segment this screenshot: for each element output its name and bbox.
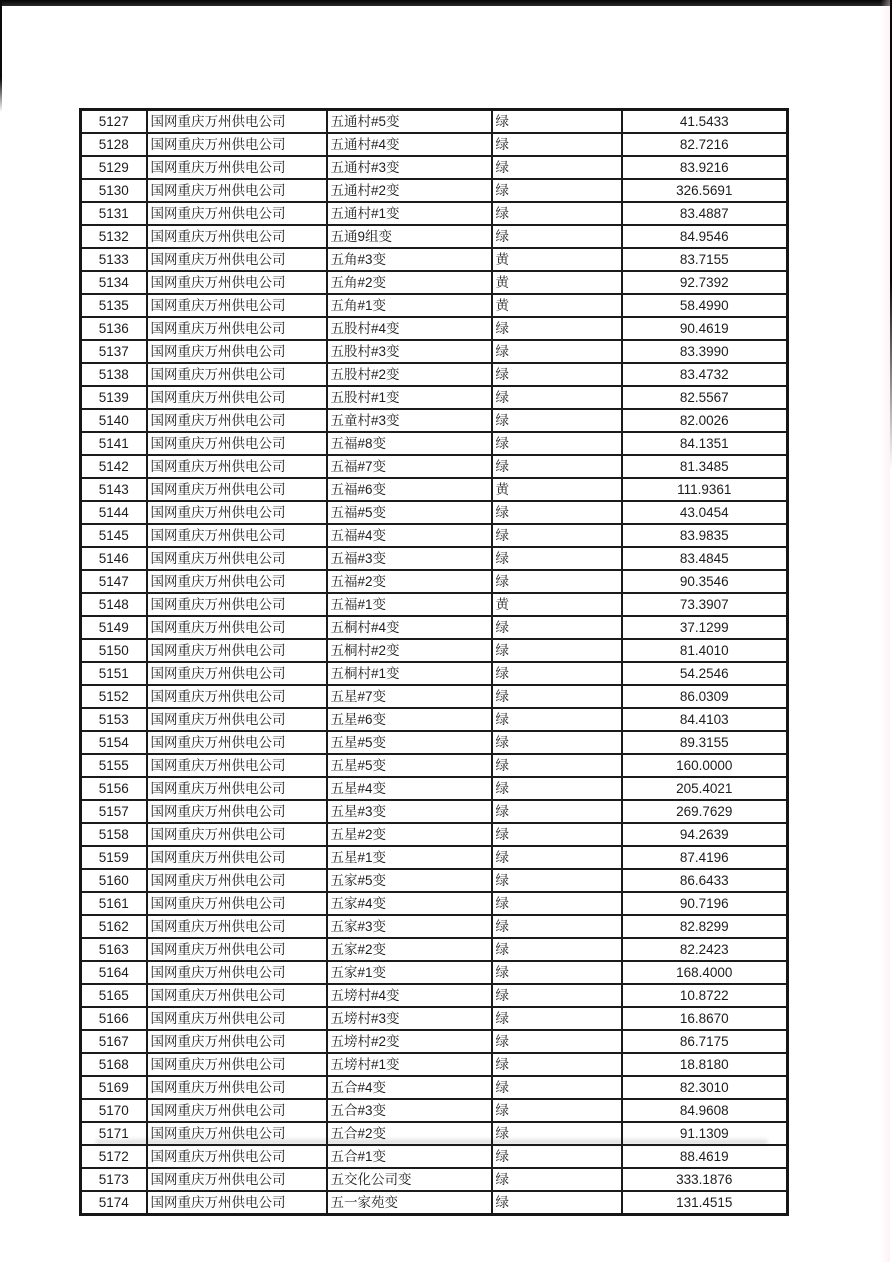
row-id-cell: 5154: [81, 731, 147, 754]
row-id-cell: 5136: [81, 317, 147, 340]
row-id-cell: 5133: [81, 248, 147, 271]
company-name-cell: 国网重庆万州供电公司: [147, 225, 327, 248]
value-cell: 37.1299: [622, 616, 788, 639]
row-id-cell: 5137: [81, 340, 147, 363]
company-name-cell: 国网重庆万州供电公司: [147, 1076, 327, 1099]
station-name-cell: 五角#1变: [327, 294, 492, 317]
company-name-cell: 国网重庆万州供电公司: [147, 984, 327, 1007]
row-id-cell: 5157: [81, 800, 147, 823]
row-id-cell: 5128: [81, 133, 147, 156]
status-color-cell: 绿: [492, 639, 622, 662]
company-name-cell: 国网重庆万州供电公司: [147, 202, 327, 225]
row-id-cell: 5143: [81, 478, 147, 501]
station-name-cell: 五福#8变: [327, 432, 492, 455]
station-name-cell: 五福#2变: [327, 570, 492, 593]
status-color-cell: 绿: [492, 1030, 622, 1053]
value-cell: 41.5433: [622, 110, 788, 134]
company-name-cell: 国网重庆万州供电公司: [147, 271, 327, 294]
company-name-cell: 国网重庆万州供电公司: [147, 1099, 327, 1122]
row-id-cell: 5167: [81, 1030, 147, 1053]
station-name-cell: 五星#5变: [327, 731, 492, 754]
value-cell: 54.2546: [622, 662, 788, 685]
company-name-cell: 国网重庆万州供电公司: [147, 823, 327, 846]
row-id-cell: 5168: [81, 1053, 147, 1076]
table-row: [81, 1030, 788, 1053]
value-cell: 84.9608: [622, 1099, 788, 1122]
value-cell: 73.3907: [622, 593, 788, 616]
table-row: [81, 478, 788, 501]
company-name-cell: 国网重庆万州供电公司: [147, 524, 327, 547]
row-id-cell: 5129: [81, 156, 147, 179]
row-id-cell: 5153: [81, 708, 147, 731]
company-name-cell: 国网重庆万州供电公司: [147, 685, 327, 708]
status-color-cell: 绿: [492, 800, 622, 823]
company-name-cell: 国网重庆万州供电公司: [147, 708, 327, 731]
station-name-cell: 五一家苑变: [327, 1191, 492, 1215]
row-id-cell: 5159: [81, 846, 147, 869]
row-id-cell: 5174: [81, 1191, 147, 1215]
station-name-cell: 五童村#3变: [327, 409, 492, 432]
company-name-cell: 国网重庆万州供电公司: [147, 317, 327, 340]
company-name-cell: 国网重庆万州供电公司: [147, 662, 327, 685]
company-name-cell: 国网重庆万州供电公司: [147, 156, 327, 179]
station-name-cell: 五塝村#4变: [327, 984, 492, 1007]
company-name-cell: 国网重庆万州供电公司: [147, 570, 327, 593]
status-color-cell: 绿: [492, 731, 622, 754]
table-row: [81, 386, 788, 409]
row-id-cell: 5141: [81, 432, 147, 455]
value-cell: 83.9835: [622, 524, 788, 547]
station-name-cell: 五福#1变: [327, 593, 492, 616]
status-color-cell: 绿: [492, 685, 622, 708]
row-id-cell: 5140: [81, 409, 147, 432]
station-name-cell: 五塝村#3变: [327, 1007, 492, 1030]
table-row: [81, 662, 788, 685]
status-color-cell: 绿: [492, 616, 622, 639]
value-cell: 90.4619: [622, 317, 788, 340]
row-id-cell: 5139: [81, 386, 147, 409]
row-id-cell: 5152: [81, 685, 147, 708]
row-id-cell: 5151: [81, 662, 147, 685]
value-cell: 81.4010: [622, 639, 788, 662]
station-name-cell: 五星#3变: [327, 800, 492, 823]
company-name-cell: 国网重庆万州供电公司: [147, 892, 327, 915]
row-id-cell: 5135: [81, 294, 147, 317]
station-name-cell: 五桐村#1变: [327, 662, 492, 685]
row-id-cell: 5155: [81, 754, 147, 777]
station-name-cell: 五塝村#1变: [327, 1053, 492, 1076]
company-name-cell: 国网重庆万州供电公司: [147, 1145, 327, 1168]
company-name-cell: 国网重庆万州供电公司: [147, 1191, 327, 1215]
company-name-cell: 国网重庆万州供电公司: [147, 754, 327, 777]
value-cell: 160.0000: [622, 754, 788, 777]
value-cell: 86.0309: [622, 685, 788, 708]
row-id-cell: 5150: [81, 639, 147, 662]
status-color-cell: 绿: [492, 455, 622, 478]
row-id-cell: 5148: [81, 593, 147, 616]
value-cell: 83.4732: [622, 363, 788, 386]
row-id-cell: 5142: [81, 455, 147, 478]
status-color-cell: 绿: [492, 179, 622, 202]
station-name-cell: 五星#2变: [327, 823, 492, 846]
row-id-cell: 5160: [81, 869, 147, 892]
company-name-cell: 国网重庆万州供电公司: [147, 455, 327, 478]
table-row: [81, 961, 788, 984]
station-name-cell: 五桐村#4变: [327, 616, 492, 639]
row-id-cell: 5134: [81, 271, 147, 294]
company-name-cell: 国网重庆万州供电公司: [147, 1122, 327, 1145]
status-color-cell: 绿: [492, 110, 622, 134]
table-row: [81, 1007, 788, 1030]
table-row: [81, 570, 788, 593]
station-name-cell: 五通村#1变: [327, 202, 492, 225]
status-color-cell: 绿: [492, 915, 622, 938]
company-name-cell: 国网重庆万州供电公司: [147, 340, 327, 363]
table-row: [81, 777, 788, 800]
row-id-cell: 5164: [81, 961, 147, 984]
value-cell: 83.7155: [622, 248, 788, 271]
value-cell: 111.9361: [622, 478, 788, 501]
table-row: [81, 317, 788, 340]
table-row: [81, 501, 788, 524]
status-color-cell: 绿: [492, 547, 622, 570]
table-row: [81, 156, 788, 179]
table-row: [81, 984, 788, 1007]
station-name-cell: 五家#4变: [327, 892, 492, 915]
station-name-cell: 五星#7变: [327, 685, 492, 708]
value-cell: 82.2423: [622, 938, 788, 961]
transformer-data-table: [79, 108, 789, 1216]
value-cell: 86.6433: [622, 869, 788, 892]
value-cell: 81.3485: [622, 455, 788, 478]
company-name-cell: 国网重庆万州供电公司: [147, 248, 327, 271]
status-color-cell: 绿: [492, 777, 622, 800]
value-cell: 82.3010: [622, 1076, 788, 1099]
company-name-cell: 国网重庆万州供电公司: [147, 777, 327, 800]
status-color-cell: 绿: [492, 1076, 622, 1099]
table-row: [81, 754, 788, 777]
status-color-cell: 绿: [492, 823, 622, 846]
status-color-cell: 绿: [492, 984, 622, 1007]
company-name-cell: 国网重庆万州供电公司: [147, 547, 327, 570]
company-name-cell: 国网重庆万州供电公司: [147, 938, 327, 961]
value-cell: 83.3990: [622, 340, 788, 363]
value-cell: 43.0454: [622, 501, 788, 524]
status-color-cell: 绿: [492, 225, 622, 248]
company-name-cell: 国网重庆万州供电公司: [147, 1053, 327, 1076]
value-cell: 333.1876: [622, 1168, 788, 1191]
value-cell: 58.4990: [622, 294, 788, 317]
company-name-cell: 国网重庆万州供电公司: [147, 386, 327, 409]
station-name-cell: 五通村#4变: [327, 133, 492, 156]
value-cell: 82.7216: [622, 133, 788, 156]
row-id-cell: 5138: [81, 363, 147, 386]
row-id-cell: 5149: [81, 616, 147, 639]
row-id-cell: 5162: [81, 915, 147, 938]
station-name-cell: 五家#5变: [327, 869, 492, 892]
value-cell: 87.4196: [622, 846, 788, 869]
value-cell: 84.1351: [622, 432, 788, 455]
table-row: [81, 708, 788, 731]
station-name-cell: 五家#2变: [327, 938, 492, 961]
row-id-cell: 5131: [81, 202, 147, 225]
value-cell: 89.3155: [622, 731, 788, 754]
status-color-cell: 绿: [492, 708, 622, 731]
station-name-cell: 五通村#5变: [327, 110, 492, 134]
table-row: [81, 271, 788, 294]
status-color-cell: 绿: [492, 892, 622, 915]
status-color-cell: 绿: [492, 1053, 622, 1076]
station-name-cell: 五星#6变: [327, 708, 492, 731]
status-color-cell: 绿: [492, 1168, 622, 1191]
table-row: [81, 1168, 788, 1191]
table-row: [81, 110, 788, 134]
company-name-cell: 国网重庆万州供电公司: [147, 363, 327, 386]
station-name-cell: 五塝村#2变: [327, 1030, 492, 1053]
row-id-cell: 5146: [81, 547, 147, 570]
company-name-cell: 国网重庆万州供电公司: [147, 1168, 327, 1191]
table-row: [81, 432, 788, 455]
status-color-cell: 黄: [492, 478, 622, 501]
table-row: [81, 363, 788, 386]
value-cell: 205.4021: [622, 777, 788, 800]
value-cell: 83.9216: [622, 156, 788, 179]
company-name-cell: 国网重庆万州供电公司: [147, 501, 327, 524]
station-name-cell: 五星#1变: [327, 846, 492, 869]
value-cell: 91.1309: [622, 1122, 788, 1145]
status-color-cell: 黄: [492, 271, 622, 294]
table-row: [81, 225, 788, 248]
status-color-cell: 绿: [492, 961, 622, 984]
table-row: [81, 340, 788, 363]
status-color-cell: 黄: [492, 248, 622, 271]
table-row: [81, 731, 788, 754]
value-cell: 10.8722: [622, 984, 788, 1007]
company-name-cell: 国网重庆万州供电公司: [147, 110, 327, 134]
status-color-cell: 绿: [492, 1122, 622, 1145]
row-id-cell: 5165: [81, 984, 147, 1007]
status-color-cell: 绿: [492, 754, 622, 777]
station-name-cell: 五合#3变: [327, 1099, 492, 1122]
value-cell: 82.5567: [622, 386, 788, 409]
status-color-cell: 绿: [492, 409, 622, 432]
table-row: [81, 1076, 788, 1099]
status-color-cell: 绿: [492, 133, 622, 156]
station-name-cell: 五福#7变: [327, 455, 492, 478]
station-name-cell: 五家#1变: [327, 961, 492, 984]
value-cell: 84.9546: [622, 225, 788, 248]
status-color-cell: 绿: [492, 501, 622, 524]
station-name-cell: 五股村#4变: [327, 317, 492, 340]
value-cell: 82.0026: [622, 409, 788, 432]
station-name-cell: 五通村#3变: [327, 156, 492, 179]
status-color-cell: 绿: [492, 340, 622, 363]
value-cell: 18.8180: [622, 1053, 788, 1076]
value-cell: 94.2639: [622, 823, 788, 846]
table-row: [81, 179, 788, 202]
station-name-cell: 五福#4变: [327, 524, 492, 547]
value-cell: 131.4515: [622, 1191, 788, 1215]
value-cell: 168.4000: [622, 961, 788, 984]
table-row: [81, 248, 788, 271]
row-id-cell: 5156: [81, 777, 147, 800]
row-id-cell: 5163: [81, 938, 147, 961]
company-name-cell: 国网重庆万州供电公司: [147, 133, 327, 156]
table-row: [81, 593, 788, 616]
value-cell: 90.7196: [622, 892, 788, 915]
station-name-cell: 五通村#2变: [327, 179, 492, 202]
row-id-cell: 5171: [81, 1122, 147, 1145]
status-color-cell: 绿: [492, 1099, 622, 1122]
row-id-cell: 5161: [81, 892, 147, 915]
scan-right-tint: [881, 0, 890, 1262]
company-name-cell: 国网重庆万州供电公司: [147, 800, 327, 823]
status-color-cell: 黄: [492, 593, 622, 616]
status-color-cell: 绿: [492, 938, 622, 961]
company-name-cell: 国网重庆万州供电公司: [147, 478, 327, 501]
company-name-cell: 国网重庆万州供电公司: [147, 179, 327, 202]
status-color-cell: 绿: [492, 156, 622, 179]
table-row: [81, 1145, 788, 1168]
row-id-cell: 5132: [81, 225, 147, 248]
table-row: [81, 823, 788, 846]
table-row: [81, 1191, 788, 1215]
status-color-cell: 绿: [492, 662, 622, 685]
status-color-cell: 绿: [492, 570, 622, 593]
row-id-cell: 5130: [81, 179, 147, 202]
value-cell: 90.3546: [622, 570, 788, 593]
row-id-cell: 5172: [81, 1145, 147, 1168]
status-color-cell: 绿: [492, 317, 622, 340]
table-row: [81, 524, 788, 547]
row-id-cell: 5144: [81, 501, 147, 524]
station-name-cell: 五交化公司变: [327, 1168, 492, 1191]
value-cell: 86.7175: [622, 1030, 788, 1053]
table-row: [81, 685, 788, 708]
company-name-cell: 国网重庆万州供电公司: [147, 1007, 327, 1030]
table-row: [81, 133, 788, 156]
station-name-cell: 五股村#3变: [327, 340, 492, 363]
status-color-cell: 黄: [492, 294, 622, 317]
table-row: [81, 846, 788, 869]
value-cell: 16.8670: [622, 1007, 788, 1030]
table-row: [81, 915, 788, 938]
status-color-cell: 绿: [492, 1145, 622, 1168]
station-name-cell: 五角#2变: [327, 271, 492, 294]
company-name-cell: 国网重庆万州供电公司: [147, 961, 327, 984]
station-name-cell: 五家#3变: [327, 915, 492, 938]
table-row: [81, 892, 788, 915]
row-id-cell: 5158: [81, 823, 147, 846]
table-row: [81, 294, 788, 317]
station-name-cell: 五星#5变: [327, 754, 492, 777]
company-name-cell: 国网重庆万州供电公司: [147, 616, 327, 639]
company-name-cell: 国网重庆万州供电公司: [147, 432, 327, 455]
table-row: [81, 409, 788, 432]
table-row: [81, 455, 788, 478]
row-id-cell: 5169: [81, 1076, 147, 1099]
station-name-cell: 五股村#2变: [327, 363, 492, 386]
station-name-cell: 五角#3变: [327, 248, 492, 271]
table-row: [81, 202, 788, 225]
status-color-cell: 绿: [492, 386, 622, 409]
status-color-cell: 绿: [492, 363, 622, 386]
status-color-cell: 绿: [492, 202, 622, 225]
company-name-cell: 国网重庆万州供电公司: [147, 846, 327, 869]
row-id-cell: 5173: [81, 1168, 147, 1191]
station-name-cell: 五福#3变: [327, 547, 492, 570]
station-name-cell: 五合#1变: [327, 1145, 492, 1168]
value-cell: 92.7392: [622, 271, 788, 294]
status-color-cell: 绿: [492, 524, 622, 547]
company-name-cell: 国网重庆万州供电公司: [147, 731, 327, 754]
row-id-cell: 5166: [81, 1007, 147, 1030]
table-row: [81, 938, 788, 961]
status-color-cell: 绿: [492, 1191, 622, 1215]
station-name-cell: 五合#4变: [327, 1076, 492, 1099]
value-cell: 83.4845: [622, 547, 788, 570]
value-cell: 84.4103: [622, 708, 788, 731]
company-name-cell: 国网重庆万州供电公司: [147, 294, 327, 317]
station-name-cell: 五福#5变: [327, 501, 492, 524]
station-name-cell: 五合#2变: [327, 1122, 492, 1145]
row-id-cell: 5127: [81, 110, 147, 134]
value-cell: 88.4619: [622, 1145, 788, 1168]
scan-top-border: [0, 0, 892, 6]
company-name-cell: 国网重庆万州供电公司: [147, 1030, 327, 1053]
table-row: [81, 616, 788, 639]
row-id-cell: 5145: [81, 524, 147, 547]
value-cell: 326.5691: [622, 179, 788, 202]
table-row: [81, 1099, 788, 1122]
table-row: [81, 639, 788, 662]
value-cell: 83.4887: [622, 202, 788, 225]
status-color-cell: 绿: [492, 432, 622, 455]
status-color-cell: 绿: [492, 1007, 622, 1030]
station-name-cell: 五星#4变: [327, 777, 492, 800]
value-cell: 269.7629: [622, 800, 788, 823]
station-name-cell: 五桐村#2变: [327, 639, 492, 662]
table-row: [81, 1053, 788, 1076]
value-cell: 82.8299: [622, 915, 788, 938]
company-name-cell: 国网重庆万州供电公司: [147, 869, 327, 892]
table-body: [81, 110, 788, 1215]
company-name-cell: 国网重庆万州供电公司: [147, 639, 327, 662]
station-name-cell: 五通9组变: [327, 225, 492, 248]
station-name-cell: 五福#6变: [327, 478, 492, 501]
scan-left-border: [0, 0, 2, 112]
company-name-cell: 国网重庆万州供电公司: [147, 593, 327, 616]
station-name-cell: 五股村#1变: [327, 386, 492, 409]
table-row: [81, 800, 788, 823]
company-name-cell: 国网重庆万州供电公司: [147, 915, 327, 938]
table-row: [81, 869, 788, 892]
table-row: [81, 1122, 788, 1145]
row-id-cell: 5170: [81, 1099, 147, 1122]
status-color-cell: 绿: [492, 869, 622, 892]
status-color-cell: 绿: [492, 846, 622, 869]
table-row: [81, 547, 788, 570]
company-name-cell: 国网重庆万州供电公司: [147, 409, 327, 432]
row-id-cell: 5147: [81, 570, 147, 593]
